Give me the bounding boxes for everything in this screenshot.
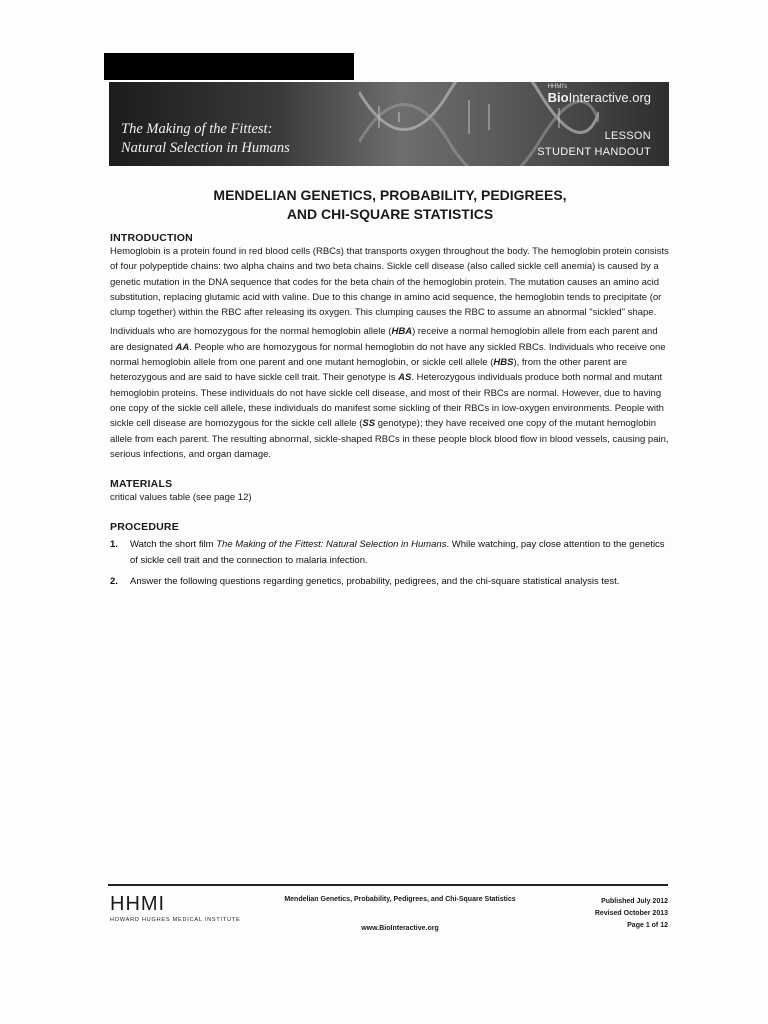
text-span: Answer the following questions regarding genetics, probability, pedigrees, and the chi-square statistical analysis test.: [130, 576, 620, 588]
introduction-paragraph-1: Hemoglobin is a protein found in red blood cells (RBCs) that transports oxygen throughout the body. The hemoglobin protein consists of four polypeptide chains: two alpha chains and two beta chains. Sickle cell disease (also called sickle cell anemia) is caused by a genetic mutation in the DNA sequence that codes for the beta chain of the hemoglobin protein. The mutation causes an amino acid substitution, replacing glutamic acid with valine. Due to this change in amino acid sequence, the hemoglobin tends to precipitate (or clump together) within the RBC after releasing its oxygen. This clumping causes the RBC to assume an abnormal "sickled" shape.: [110, 246, 669, 319]
materials-text: critical values table (see page 12): [110, 492, 252, 504]
published-date: Published July 2012: [601, 898, 668, 905]
step-number: 1.: [110, 539, 118, 551]
allele-hbs: HBS: [493, 357, 514, 369]
film-title: The Making of the Fittest: Natural Selection in Humans: [216, 539, 447, 551]
main-content: [110, 232, 670, 595]
text-span: . People who are homozygous for normal hemoglobin do not have any sickled RBCs. Individuals who receive one normal hemoglobin allele from one parent and one mutant hemoglobin, or sickle cell allele (: [110, 341, 666, 369]
header-banner: [109, 82, 669, 166]
banner-title: [121, 120, 290, 158]
allele-hba: HBA: [391, 326, 413, 338]
banner-title-line1: The Making of the Fittest:: [121, 121, 273, 137]
footer-url: www.BioInteractive.org: [361, 925, 439, 932]
text-span: . Heterozygous individuals produce both normal and mutant hemoglobin proteins. These individuals do not have sickle cell disease, and most of their RBCs are normal. However, due to having one copy of the sickle cell allele, these individuals do manifest some sickling of their RBCs in low-oxygen environments. People with sickle cell disease are homozygous for the sickle cell allele (: [110, 372, 664, 430]
text-span: ), from the other parent are heterozygous and are said to have sickle cell trait. Their genotype is: [110, 357, 627, 384]
logo-bio: Bio: [547, 90, 569, 105]
document-title-line1: MENDELIAN GENETICS, PROBABILITY, PEDIGREES,: [213, 187, 567, 203]
genotype-as: AS: [398, 372, 412, 384]
text-span: . While watching, pay close attention to the genetics of sickle cell trait and the connection to malaria infection.: [130, 539, 665, 566]
footer-divider: [108, 884, 668, 886]
procedure-heading: PROCEDURE: [110, 521, 179, 534]
footer-publication-info: [568, 896, 668, 932]
genotype-ss: SS: [362, 418, 376, 430]
procedure-step-1: [110, 537, 670, 568]
procedure-step-2: [110, 574, 670, 589]
step-number: 2.: [110, 576, 118, 588]
text-span: Watch the short film: [130, 539, 217, 551]
hhmi-logo: HHMI: [110, 893, 166, 915]
materials-section: [110, 478, 670, 505]
lesson-text: LESSON: [604, 130, 651, 142]
text-span: Individuals who are homozygous for the normal hemoglobin allele (: [110, 326, 392, 338]
procedure-section: [110, 521, 670, 589]
introduction-paragraph-2: [110, 324, 670, 462]
logo-hhmi-mini: HHMI's: [547, 84, 568, 90]
text-span: ) receive a normal hemoglobin allele from each parent and are designated: [110, 326, 658, 353]
document-title: [110, 186, 670, 224]
page-number: Page 1 of 12: [627, 922, 668, 929]
genotype-aa: AA: [175, 341, 190, 353]
procedure-list: [110, 537, 670, 589]
introduction-heading: INTRODUCTION: [110, 232, 193, 244]
logo-interactive: Interactive.org: [568, 90, 651, 105]
revised-date: Revised October 2013: [594, 910, 668, 917]
lesson-label: [537, 128, 651, 160]
biointeractive-logo: [547, 84, 651, 105]
document-title-line2: AND CHI-SQUARE STATISTICS: [286, 206, 494, 222]
banner-title-line2: Natural Selection in Humans: [121, 140, 290, 156]
student-handout-text: STUDENT HANDOUT: [537, 146, 651, 158]
materials-heading: MATERIALS: [110, 478, 173, 491]
redaction-bar: [104, 53, 354, 80]
footer-doc-title: Mendelian Genetics, Probability, Pedigrees, and Chi-Square Statistics: [284, 896, 516, 903]
hhmi-full-name: HOWARD HUGHES MEDICAL INSTITUTE: [110, 917, 241, 923]
text-span: genotype); they have received one copy of the mutant hemoglobin allele from each parent. The resulting abnormal, sickle-shaped RBCs in these people block blood flow in blood vessels, causing pain, serious infections, and organ damage.: [110, 418, 669, 460]
